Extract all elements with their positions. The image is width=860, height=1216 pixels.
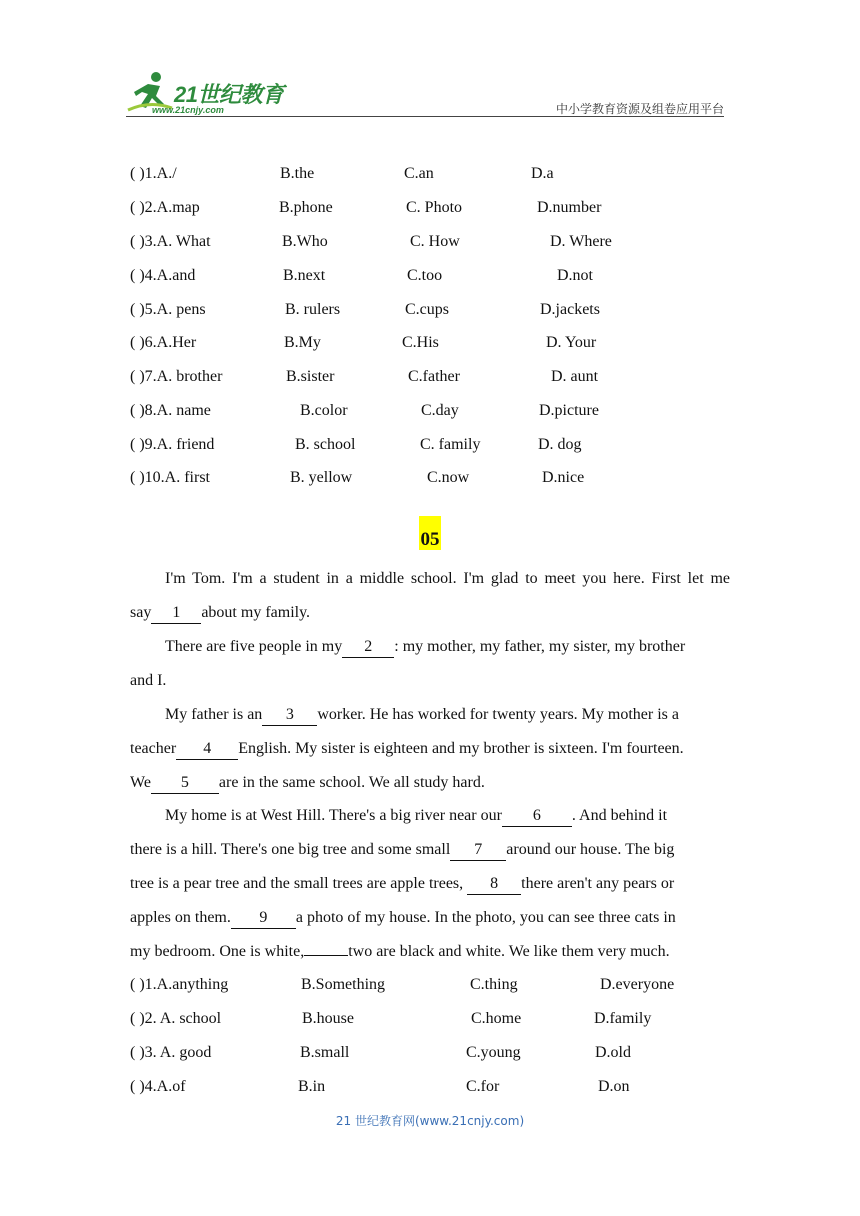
passage-line — [130, 737, 684, 761]
option-b: B.in — [298, 1078, 326, 1095]
option-c: C.an — [404, 165, 434, 182]
question-number: ( )4.A.of — [130, 1078, 186, 1095]
blank-1: 1 — [151, 603, 201, 624]
option-b: B. rulers — [285, 301, 341, 318]
blank-2: 2 — [342, 637, 394, 658]
passage-text: English. My sister is eighteen and my brother is sixteen. I'm fourteen. — [238, 740, 684, 757]
passage-text: my bedroom. One is white, — [130, 943, 305, 960]
passage-line — [130, 771, 485, 795]
option-c: C.now — [427, 469, 470, 486]
question-number: ( )3.A. What — [130, 233, 211, 250]
passage-text: a photo of my house. In the photo, you can see three cats in — [295, 909, 676, 926]
option-c: C.too — [407, 267, 443, 284]
option-c: C.cups — [405, 301, 449, 318]
section-title: 05 — [419, 516, 441, 550]
passage-text: around our house. The big — [506, 841, 675, 858]
question-number: ( )2. A. school — [130, 1010, 222, 1027]
question-number: ( )10.A. first — [130, 469, 210, 486]
passage-line: and I. — [130, 672, 167, 689]
page-header — [126, 66, 724, 118]
passage-line: I'm Tom. I'm a student in a middle school. I'm glad to meet you here. First let me — [165, 570, 730, 587]
option-d: D.on — [598, 1078, 630, 1095]
option-d: D.nice — [542, 469, 585, 486]
question-number: ( )1.A./ — [130, 165, 177, 182]
option-d: D. Where — [550, 233, 612, 250]
question-number: ( )6.A.Her — [130, 334, 197, 351]
option-b: B.next — [283, 267, 326, 284]
option-d: D. aunt — [551, 368, 599, 385]
passage-text: My home is at West Hill. There's a big river near our — [165, 807, 502, 824]
option-d: D.everyone — [600, 976, 675, 993]
blank-8: 8 — [467, 874, 521, 895]
passage-text: there aren't any pears or — [521, 875, 675, 892]
passage-line — [165, 703, 679, 727]
option-c: C.father — [408, 368, 460, 385]
blank-7: 7 — [450, 840, 506, 861]
passage-text: about my family. — [201, 604, 311, 621]
option-c: C.thing — [470, 976, 518, 993]
passage-text: two are black and white. We like them very much. — [348, 943, 670, 960]
option-d: D.a — [531, 165, 554, 182]
question-number: ( )8.A. name — [130, 402, 211, 419]
option-c: C.day — [421, 402, 459, 419]
header-divider — [126, 116, 724, 117]
passage-text: : my mother, my father, my sister, my brother — [394, 638, 686, 655]
passage-text: We — [130, 774, 151, 791]
blank-5: 5 — [151, 773, 219, 794]
blank-3: 3 — [262, 705, 317, 726]
passage-line — [130, 601, 310, 625]
question-number: ( )5.A. pens — [130, 301, 206, 318]
passage-text: teacher — [130, 740, 177, 757]
passage-text: are in the same school. We all study hard. — [218, 774, 485, 791]
option-c: C. family — [420, 436, 481, 453]
option-c: C.home — [471, 1010, 522, 1027]
blank-9: 9 — [231, 908, 296, 929]
option-b: B.Something — [301, 976, 386, 993]
option-b: B.color — [300, 402, 348, 419]
passage-line — [130, 906, 676, 930]
site-logo — [126, 70, 296, 114]
question-number: ( )7.A. brother — [130, 368, 223, 385]
option-b: B.My — [284, 334, 321, 351]
passage-text: . And behind it — [571, 807, 668, 824]
option-b: B.the — [280, 165, 315, 182]
option-c: C.for — [466, 1078, 500, 1095]
logo-url: www.21cnjy.com — [152, 105, 224, 115]
question-number: ( )3. A. good — [130, 1044, 212, 1061]
option-d: D.old — [595, 1044, 631, 1061]
question-number: ( )4.A.and — [130, 267, 196, 284]
passage-line — [130, 838, 674, 862]
passage-text: there is a hill. There's one big tree and some small — [130, 841, 451, 858]
blank-6: 6 — [502, 806, 572, 827]
option-b: B.sister — [286, 368, 335, 385]
passage-text: say — [130, 604, 152, 621]
question-number: ( )1.A.anything — [130, 976, 229, 993]
option-d: D. Your — [546, 334, 597, 351]
option-b: B.house — [302, 1010, 354, 1027]
option-c: C. How — [410, 233, 460, 250]
option-c: C.His — [402, 334, 439, 351]
option-b: B.Who — [282, 233, 328, 250]
question-number: ( )2.A.map — [130, 199, 200, 216]
header-platform-text: 中小学教育资源及组卷应用平台 — [555, 102, 724, 116]
option-b: B.phone — [279, 199, 333, 216]
passage-line — [130, 872, 674, 896]
logo-title: 21世纪教育 — [174, 82, 284, 107]
passage-line — [130, 940, 670, 964]
passage-text: My father is an — [165, 706, 263, 723]
passage-text: apples on them. — [130, 909, 231, 926]
option-d: D.family — [594, 1010, 652, 1027]
blank-4: 4 — [176, 739, 238, 760]
option-c: C.young — [466, 1044, 521, 1061]
passage-text: tree is a pear tree and the small trees are apple trees, — [130, 875, 464, 892]
option-d: D.number — [537, 199, 602, 216]
option-d: D.not — [557, 267, 593, 284]
option-d: D.jackets — [540, 301, 600, 318]
page-footer: 21 世纪教育网(www.21cnjy.com) — [335, 1114, 525, 1128]
option-c: C. Photo — [406, 199, 463, 216]
option-d: D.picture — [539, 402, 599, 419]
blank-10 — [304, 955, 348, 956]
option-d: D. dog — [538, 436, 582, 453]
option-b: B.small — [300, 1044, 350, 1061]
passage-text: worker. He has worked for twenty years. My mother is a — [317, 706, 679, 723]
passage-line — [165, 635, 730, 659]
option-b: B. school — [295, 436, 356, 453]
passage-line — [165, 804, 667, 828]
passage-text: There are five people in my — [165, 638, 343, 655]
question-number: ( )9.A. friend — [130, 436, 215, 453]
option-b: B. yellow — [290, 469, 353, 486]
